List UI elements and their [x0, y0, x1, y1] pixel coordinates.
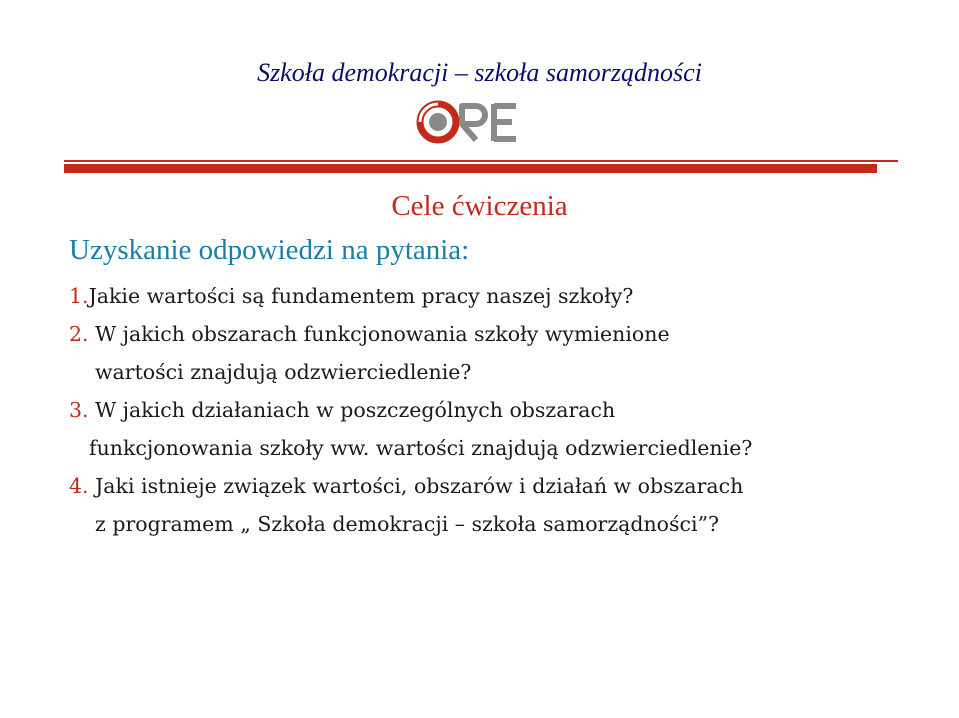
question-3-number: 3.	[69, 398, 89, 422]
question-4-line-2: z programem „ Szkoła demokracji – szkoła samorządności”?	[95, 512, 720, 536]
title-divider	[64, 160, 898, 174]
divider-thick-line	[64, 164, 877, 173]
question-3	[69, 398, 615, 422]
question-2-line-2: wartości znajdują odzwierciedlenie?	[95, 360, 472, 384]
ore-logo-icon	[412, 96, 540, 148]
question-4	[69, 474, 743, 498]
question-4-line-1: Jaki istnieje związek wartości, obszarów i działań w obszarach	[88, 474, 744, 498]
question-2-number: 2.	[69, 322, 89, 346]
slide-title: Cele ćwiczenia	[391, 190, 568, 222]
divider-thin-line	[64, 160, 898, 162]
question-1-number: 1.	[69, 284, 89, 308]
header-title: Szkoła demokracji – szkoła samorządności	[257, 58, 702, 87]
slide-lead: Uzyskanie odpowiedzi na pytania:	[69, 234, 470, 266]
question-2	[69, 322, 670, 346]
question-4-number: 4.	[69, 474, 89, 498]
ore-logo	[412, 96, 540, 148]
question-2-line-1: W jakich obszarach funkcjonowania szkoły wymienione	[88, 322, 670, 346]
question-1-line-1: Jakie wartości są fundamentem pracy naszej szkoły?	[88, 284, 634, 308]
question-3-line-1: W jakich działaniach w poszczególnych obszarach	[88, 398, 616, 422]
question-3-line-2: funkcjonowania szkoły ww. wartości znajdują odzwierciedlenie?	[89, 436, 753, 460]
question-1	[69, 284, 633, 308]
